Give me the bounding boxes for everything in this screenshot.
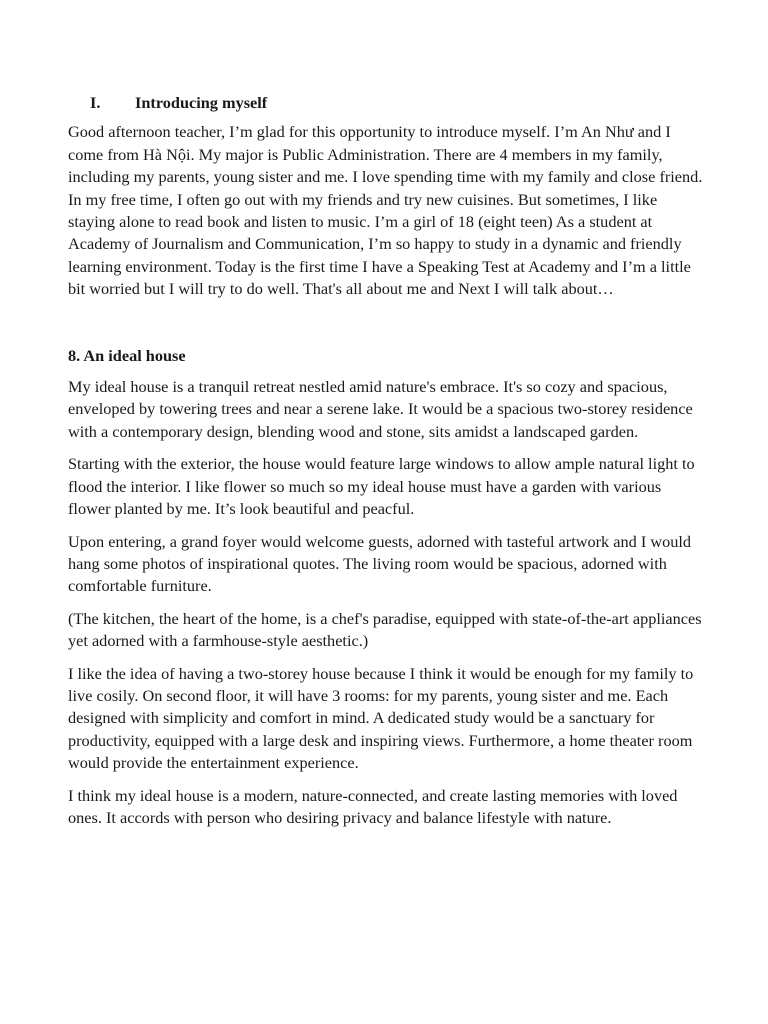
document-page	[68, 92, 704, 839]
ideal-house-paragraph-6: I think my ideal house is a modern, nature-connected, and create lasting memories with loved ones. It accords with person who desiring privacy and balance lifestyle with nature.	[68, 785, 678, 827]
intro-paragraph: Good afternoon teacher, I’m glad for this opportunity to introduce myself. I’m An Như and I come from Hà Nội. My major is Public Administration. There are 4 members in my family, including my parents, young sister and me. I love spending time with my family and close friend. In my free time, I often go out with my friends and try new cuisines. But sometimes, I like staying alone to read book and listen to music. I’m a girl of 18 (eight teen) As a student at Academy of Journalism and Communication, I’m so happy to study in a dynamic and friendly learning environment. Today is the first time I have a Speaking Test at Academy and I’m a little bit worried but I will try to do well. That's all about me and Next I will talk about…	[68, 122, 703, 299]
section-heading-ideal-house: 8. An ideal house	[68, 345, 186, 365]
section-title: Introducing myself	[135, 93, 268, 112]
section-spacer	[68, 311, 704, 345]
ideal-house-paragraph-2: Starting with the exterior, the house would feature large windows to allow ample natural light to flood the interior. I like flower so much so my ideal house must have a garden with various flower planted by me. It’s look beautiful and peacful.	[68, 454, 695, 519]
ideal-house-paragraph-1: My ideal house is a tranquil retreat nestled amid nature's embrace. It's so cozy and spacious, enveloped by towering trees and near a serene lake. It would be a spacious two-storey residence with a contemporary design, blending wood and stone, sits amidst a landscaped garden.	[68, 377, 693, 441]
ideal-house-paragraph-4: (The kitchen, the heart of the home, is a chef's paradise, equipped with state-of-the-art appliances yet adorned with a farmhouse-style aesthetic.)	[68, 608, 702, 651]
ideal-house-paragraph-3: Upon entering, a grand foyer would welcome guests, adorned with tasteful artwork and I would hang some photos of inspirational quotes. The living room would be spacious, adorned with comfortable furniture.	[68, 531, 692, 596]
section-number: I.	[90, 93, 101, 112]
ideal-house-paragraph-5: I like the idea of having a two-storey house because I think it would be enough for my family to live cosily. On second floor, it will have 3 rooms: for my parents, young sister and me. Each designed with simplicity and comfort in mind. A dedicated study would be a sanctuary for productivity, equipped with a large desk and inspiring views. Furthermore, a home theater room would provide the entertainment experience.	[68, 663, 694, 773]
section-heading-introducing-myself	[68, 92, 704, 114]
